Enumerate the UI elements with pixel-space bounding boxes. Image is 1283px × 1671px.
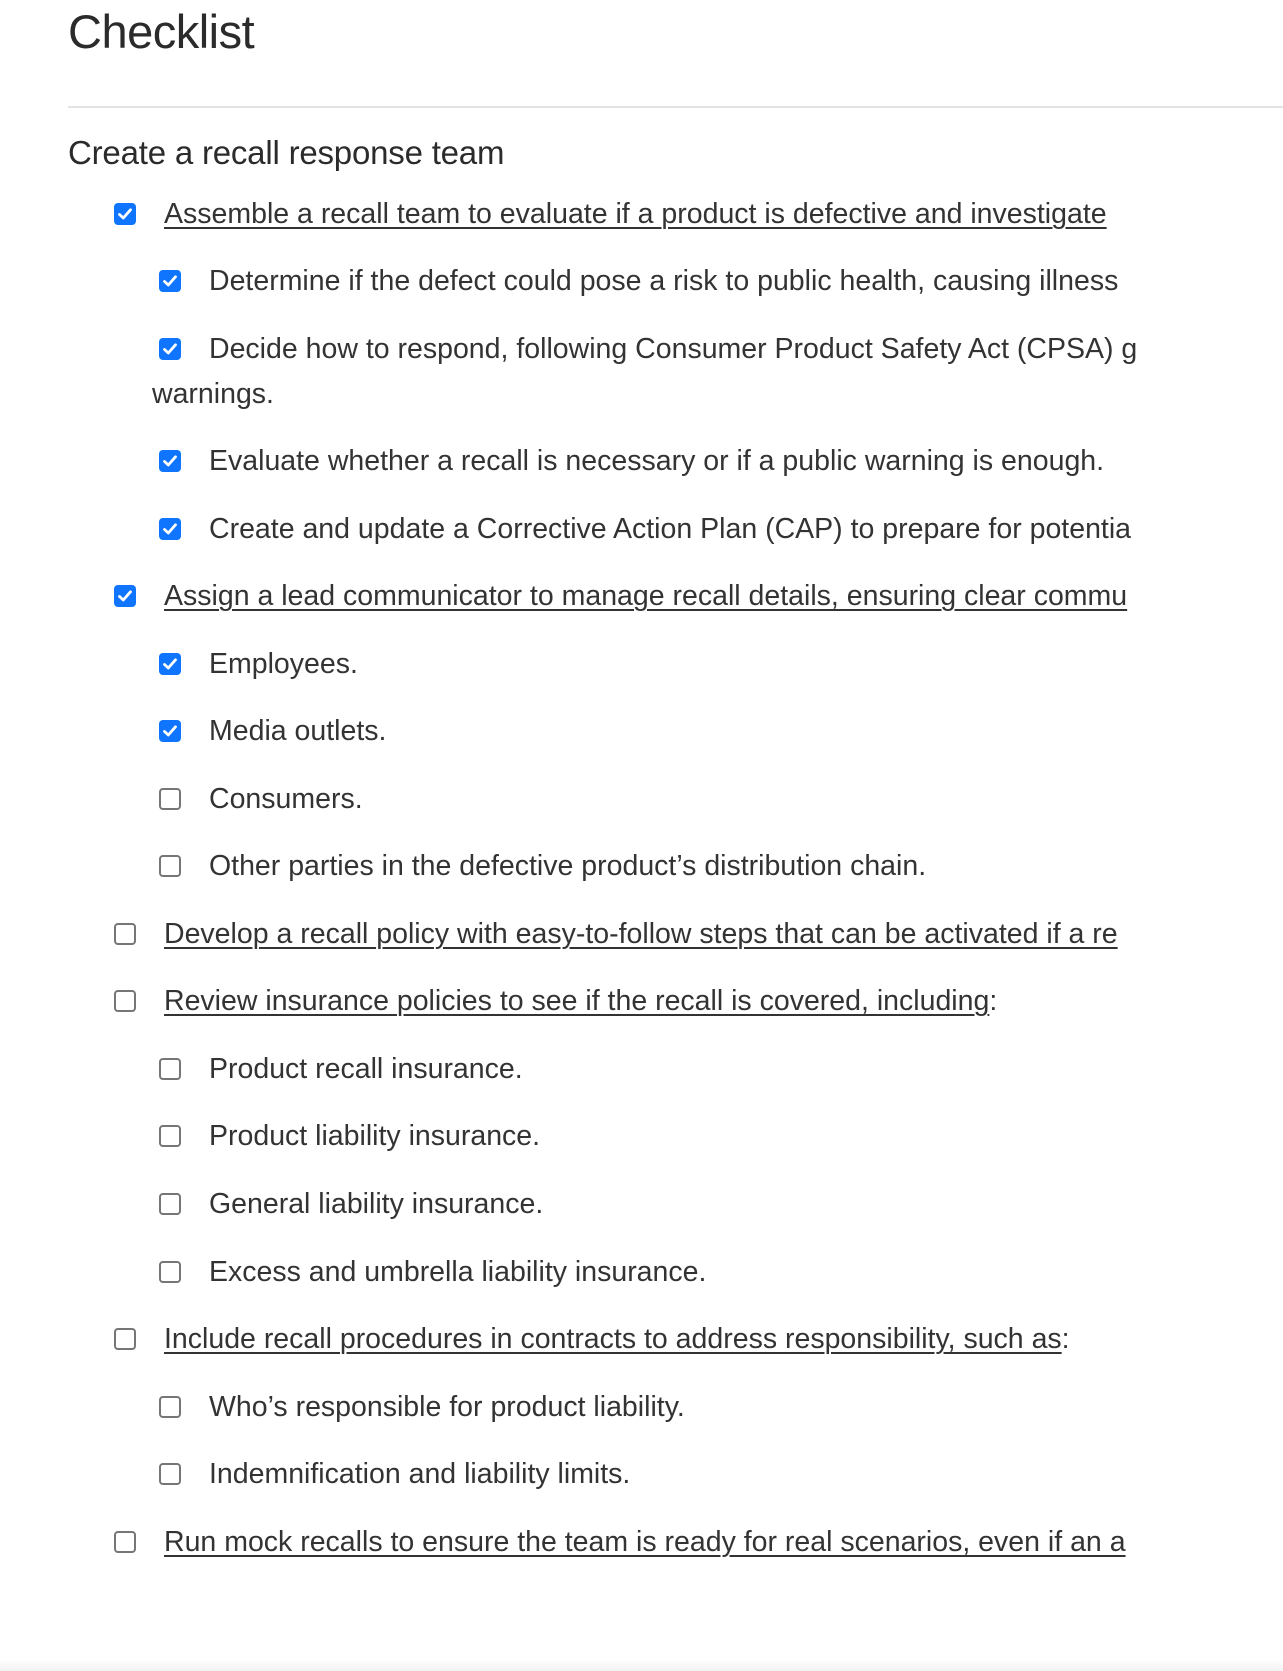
checkbox-checked[interactable]: [159, 653, 181, 675]
checklist-item-link[interactable]: Assign a lead communicator to manage recall details, ensuring clear commu: [164, 580, 1128, 612]
checklist-subitem[interactable]: [159, 1046, 523, 1093]
checklist-item-link[interactable]: Review insurance policies to see if the recall is covered, including: [164, 985, 990, 1017]
checkmark-icon: [162, 453, 178, 469]
checkbox-unchecked[interactable]: [114, 990, 136, 1012]
checklist-item[interactable]: [114, 911, 1118, 958]
page-title: Checklist: [68, 5, 255, 58]
checklist-subitem[interactable]: [159, 326, 1137, 373]
checklist-item-label: Indemnification and liability limits.: [209, 1458, 631, 1490]
section-title: Create a recall response team: [68, 134, 505, 171]
checklist-subitem[interactable]: [159, 258, 1118, 305]
checklist-item[interactable]: [114, 573, 1127, 620]
checklist-item[interactable]: [114, 1316, 1070, 1363]
checklist-subitem[interactable]: [159, 776, 363, 823]
checklist-subitem[interactable]: [159, 641, 358, 688]
checkbox-unchecked[interactable]: [114, 1531, 136, 1553]
checklist-item-label: Product liability insurance.: [209, 1120, 541, 1152]
checklist-item-suffix: :: [1061, 1323, 1070, 1355]
checkbox-unchecked[interactable]: [114, 923, 136, 945]
checklist-item[interactable]: [114, 978, 997, 1025]
checkbox-unchecked[interactable]: [159, 1058, 181, 1080]
checklist-item-label: Excess and umbrella liability insurance.: [209, 1256, 707, 1288]
checklist-item-label: Evaluate whether a recall is necessary or if a public warning is enough.: [209, 445, 1105, 477]
checkbox-unchecked[interactable]: [159, 855, 181, 877]
checkbox-checked[interactable]: [159, 270, 181, 292]
checklist-item-link[interactable]: Develop a recall policy with easy-to-follow steps that can be activated if a re: [164, 918, 1118, 950]
checklist-item-label: Employees.: [209, 648, 358, 680]
checklist-item-label: General liability insurance.: [209, 1188, 544, 1220]
checkbox-unchecked[interactable]: [159, 1261, 181, 1283]
checklist-item-label: Create and update a Corrective Action Plan (CAP) to prepare for potentia: [209, 513, 1132, 545]
bottom-fade: [0, 1659, 1283, 1671]
checklist-item-suffix: :: [989, 985, 998, 1017]
checklist-subitem[interactable]: [159, 1113, 540, 1160]
divider: [68, 106, 1283, 108]
checkbox-unchecked[interactable]: [159, 788, 181, 810]
checkmark-icon: [162, 656, 178, 672]
checkmark-icon: [117, 206, 133, 222]
checklist-item-link[interactable]: Run mock recalls to ensure the team is ready for real scenarios, even if an a: [164, 1526, 1126, 1558]
checkbox-unchecked[interactable]: [159, 1463, 181, 1485]
checklist-subitem[interactable]: [159, 708, 386, 755]
checkbox-unchecked[interactable]: [159, 1396, 181, 1418]
checkbox-unchecked[interactable]: [159, 1193, 181, 1215]
checklist-item-label: Decide how to respond, following Consumer Product Safety Act (CPSA) g: [209, 333, 1138, 365]
checklist-subitem[interactable]: [159, 1451, 630, 1498]
checklist-item-label: Media outlets.: [209, 715, 387, 747]
checkmark-icon: [162, 723, 178, 739]
checklist-subitem-wrap: [152, 371, 274, 418]
checkbox-checked[interactable]: [159, 338, 181, 360]
checklist-item-label-continued: warnings.: [152, 378, 274, 410]
checklist-subitem[interactable]: [159, 1181, 543, 1228]
checkbox-checked[interactable]: [114, 203, 136, 225]
checkbox-unchecked[interactable]: [114, 1328, 136, 1350]
checkmark-icon: [117, 588, 133, 604]
checklist-subitem[interactable]: [159, 506, 1131, 553]
checklist-item-label: Other parties in the defective product’s distribution chain.: [209, 850, 927, 882]
checklist-subitem[interactable]: [159, 1384, 685, 1431]
checklist-item-link[interactable]: Include recall procedures in contracts to address responsibility, such as: [164, 1323, 1062, 1355]
checkbox-checked[interactable]: [159, 450, 181, 472]
checkmark-icon: [162, 273, 178, 289]
checkbox-checked[interactable]: [159, 720, 181, 742]
checklist-subitem[interactable]: [159, 438, 1104, 485]
checklist-subitem[interactable]: [159, 843, 926, 890]
checklist-item[interactable]: [114, 191, 1107, 238]
checkbox-checked[interactable]: [159, 518, 181, 540]
checkmark-icon: [162, 341, 178, 357]
checklist-item-label: Who’s responsible for product liability.: [209, 1391, 685, 1423]
checklist-item[interactable]: [114, 1519, 1126, 1566]
checkbox-checked[interactable]: [114, 585, 136, 607]
checklist-item-label: Determine if the defect could pose a risk to public health, causing illness: [209, 265, 1119, 297]
checkbox-unchecked[interactable]: [159, 1125, 181, 1147]
checkmark-icon: [162, 521, 178, 537]
checklist-item-label: Consumers.: [209, 783, 363, 815]
checklist-item-link[interactable]: Assemble a recall team to evaluate if a product is defective and investigate: [164, 198, 1107, 230]
checklist-item-label: Product recall insurance.: [209, 1053, 523, 1085]
checklist-subitem[interactable]: [159, 1249, 706, 1296]
